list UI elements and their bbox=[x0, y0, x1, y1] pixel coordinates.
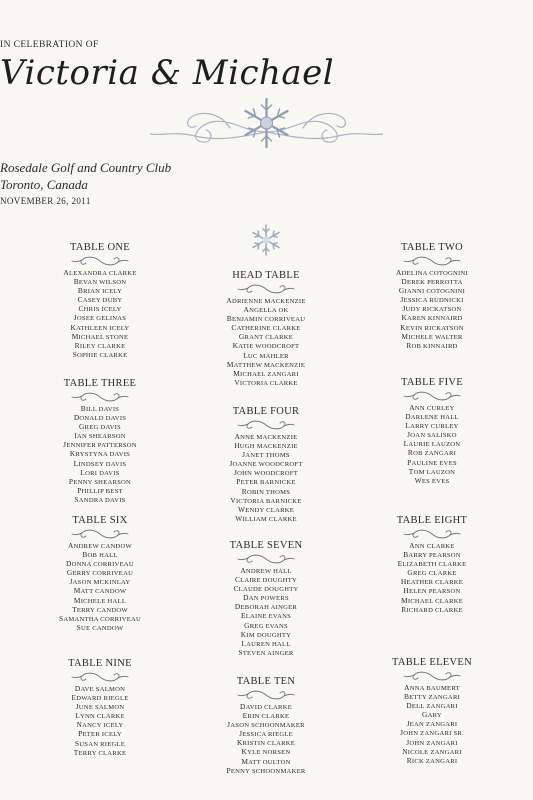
guest-name: ADELINA COTOGNINI bbox=[396, 268, 468, 277]
guest-name: JOANNE WOODCROFT bbox=[229, 459, 303, 469]
guest-name: ANN CLARKE bbox=[409, 541, 455, 550]
table-title: TABLE FIVE bbox=[401, 377, 463, 388]
table-title: TABLE TWO bbox=[400, 242, 464, 253]
guest-name: GREG EVANS bbox=[244, 620, 288, 630]
guest-name: BOB HALL bbox=[82, 550, 118, 560]
table-eight bbox=[357, 514, 507, 615]
guest-name: ANNA BAUMERT bbox=[404, 683, 460, 692]
table-two bbox=[357, 241, 507, 351]
guest-name: SUE CANDOW bbox=[76, 622, 124, 632]
guest-name: LARRY CURLEY bbox=[405, 421, 459, 431]
table-title: HEAD TABLE bbox=[232, 270, 300, 281]
guest-name: PENNY SHEARSON bbox=[68, 476, 132, 486]
guest-name: ANDREW CANDOW bbox=[68, 541, 132, 550]
guest-name: MATT CANDOW bbox=[73, 586, 127, 596]
guest-name: ELAINE EVANS bbox=[240, 611, 292, 621]
swirl-icon bbox=[402, 528, 462, 540]
guest-name: BENJAMIN CORRIVEAU bbox=[226, 314, 306, 324]
guest-name: PETER BARNICKE bbox=[236, 477, 296, 487]
guest-name: ANGELLA OK bbox=[243, 305, 289, 315]
guest-name: DONNA CORRIVEAU bbox=[66, 559, 134, 569]
guest-name: LINDSEY DAVIS bbox=[73, 458, 127, 468]
guest-name: ANDREW HALL bbox=[240, 566, 292, 575]
guest-list bbox=[25, 685, 175, 758]
guest-name: RICK ZANGARI bbox=[406, 755, 458, 765]
guest-name: TERRY CLARKE bbox=[73, 747, 127, 757]
guest-list bbox=[357, 269, 507, 351]
swirl-icon bbox=[402, 670, 462, 682]
guest-name: VICTORIA BARNICKE bbox=[230, 495, 302, 505]
guest-name: IAN SHEARSON bbox=[74, 431, 126, 441]
table-head bbox=[191, 269, 341, 388]
table-title: TABLE EIGHT bbox=[396, 515, 468, 526]
swirl-icon bbox=[70, 255, 130, 267]
table-three bbox=[25, 377, 175, 505]
guest-name: RICHARD CLARKE bbox=[401, 604, 463, 614]
venue-city: Toronto, Canada bbox=[0, 177, 88, 192]
snowflake-icon bbox=[248, 222, 284, 258]
guest-name: HUGH MACKENZIE bbox=[234, 441, 298, 451]
guest-name: JASON MCKINLAY bbox=[69, 577, 131, 587]
event-date: NOVEMBER 26, 2011 bbox=[0, 196, 91, 206]
guest-name: ROBIN THOMS bbox=[241, 486, 291, 496]
guest-name: GIANNI COTOGNINI bbox=[398, 286, 466, 296]
guest-name: STEVEN AINGER bbox=[238, 647, 294, 657]
guest-name: TOM LAUZON bbox=[408, 466, 456, 476]
guest-name: PHILLIP BEST bbox=[77, 485, 123, 495]
guest-name: HELEN PEARSON bbox=[403, 586, 461, 596]
guest-name: KATIE WOODCROFT bbox=[232, 341, 300, 351]
guest-name: RILEY CLARKE bbox=[74, 340, 126, 350]
guest-name: ERIN CLARKE bbox=[242, 711, 290, 721]
guest-name: MATT OULTON bbox=[241, 756, 291, 766]
guest-name: CLAUDE DOUGHTY bbox=[233, 584, 299, 594]
swirl-icon bbox=[236, 283, 296, 295]
swirl-icon bbox=[236, 419, 296, 431]
guest-name: NICOLE ZANGARI bbox=[402, 746, 462, 756]
guest-list bbox=[191, 433, 341, 524]
guest-name: ROB ZANGARI bbox=[407, 448, 457, 458]
guest-name: MICHAEL CLARKE bbox=[400, 595, 464, 605]
guest-name: BRIAN ICELY bbox=[77, 286, 123, 296]
guest-name: BARRY PEARSON bbox=[403, 550, 461, 560]
guest-name: LAURIE LAUZON bbox=[403, 439, 461, 449]
guest-name: ADRIENNE MACKENZIE bbox=[226, 296, 306, 305]
guest-name: JOHN ZANGARI bbox=[406, 737, 458, 747]
venue bbox=[0, 159, 533, 193]
swirl-icon bbox=[70, 528, 130, 540]
guest-name: LUC MAHLER bbox=[243, 350, 289, 360]
guest-name: JENNIFER PATTERSON bbox=[63, 440, 137, 450]
guest-name: SOPHIE CLARKE bbox=[72, 349, 128, 359]
flourish-icon bbox=[150, 92, 383, 154]
guest-name: SUSAN RIEGLE bbox=[74, 738, 126, 748]
table-eleven bbox=[357, 656, 507, 766]
guest-name: DELL ZANGARI bbox=[406, 701, 458, 711]
table-five bbox=[357, 376, 507, 486]
guest-name: ALEXANDRA CLARKE bbox=[63, 268, 137, 277]
guest-name: DEREK PERROTTA bbox=[401, 277, 463, 287]
guest-name: PAULINE EVES bbox=[407, 457, 457, 467]
guest-list bbox=[357, 684, 507, 766]
table-title: TABLE SIX bbox=[72, 515, 128, 526]
guest-name: WES EVES bbox=[414, 475, 450, 485]
guest-name: VICTORIA CLARKE bbox=[234, 377, 298, 387]
guest-name: ANN CURLEY bbox=[409, 403, 455, 412]
guest-list bbox=[191, 703, 341, 776]
guest-name: ANNE MACKENZIE bbox=[234, 432, 298, 441]
table-title: TABLE TEN bbox=[236, 676, 296, 687]
swirl-icon bbox=[70, 391, 130, 403]
guest-name: JOHN ZANGARI SR. bbox=[400, 728, 464, 738]
table-title: TABLE ELEVEN bbox=[391, 657, 473, 668]
table-title: TABLE ONE bbox=[70, 242, 130, 253]
guest-name: WILLIAM CLARKE bbox=[235, 513, 297, 523]
guest-name: BILL DAVIS bbox=[80, 404, 120, 413]
guest-name: ROB KINNAIRD bbox=[406, 340, 458, 350]
guest-name: EDWARD RIEGLE bbox=[71, 693, 129, 703]
guest-name: GERRY CORRIVEAU bbox=[66, 568, 134, 578]
table-title: TABLE NINE bbox=[68, 658, 132, 669]
guest-list bbox=[357, 404, 507, 486]
guest-list bbox=[357, 542, 507, 615]
guest-name: CASEY DUBY bbox=[77, 295, 123, 305]
swirl-icon bbox=[402, 255, 462, 267]
guest-name: JOSEE GELINAS bbox=[73, 313, 127, 323]
swirl-icon bbox=[236, 689, 296, 701]
guest-list bbox=[25, 405, 175, 505]
table-title: TABLE THREE bbox=[63, 378, 137, 389]
guest-name: MATTHEW MACKENZIE bbox=[226, 359, 306, 369]
guest-name: MICHAEL ZANGARI bbox=[233, 368, 299, 378]
guest-name: GRANT CLARKE bbox=[238, 332, 294, 342]
guest-name: PENNY SCHOONMAKER bbox=[226, 765, 306, 775]
guest-name: JOAN SALISKO bbox=[407, 430, 457, 440]
guest-name: JANET THOMS bbox=[242, 450, 290, 460]
guest-name: JESSICA RIEGLE bbox=[239, 729, 293, 739]
guest-name: JESSICA RUDNICKI bbox=[400, 295, 464, 305]
swirl-icon bbox=[402, 390, 462, 402]
guest-name: KIM DOUGHTY bbox=[240, 629, 292, 639]
guest-name: SAMANTHA CORRIVEAU bbox=[58, 613, 142, 623]
guest-name: GARY bbox=[422, 710, 442, 720]
guest-name: TERRY CANDOW bbox=[72, 604, 128, 614]
guest-name: BETTY ZANGARI bbox=[403, 692, 461, 702]
guest-list bbox=[25, 542, 175, 633]
guest-name: LYNN CLARKE bbox=[75, 711, 125, 721]
guest-name: KAREN KINNAIRD bbox=[401, 313, 463, 323]
table-four bbox=[191, 405, 341, 524]
guest-name: JUNE SALMON bbox=[75, 702, 125, 712]
table-six bbox=[25, 514, 175, 633]
guest-name: KRISTIN CLARKE bbox=[236, 738, 296, 748]
guest-name: JUDY RICKATSON bbox=[402, 304, 462, 314]
guest-name: JASON SCHOONMAKER bbox=[227, 720, 305, 730]
table-title: TABLE FOUR bbox=[232, 406, 300, 417]
guest-name: JOHN WOODCROFT bbox=[234, 468, 298, 478]
guest-name: PETER ICELY bbox=[78, 729, 122, 739]
guest-name: MICHELE HALL bbox=[73, 595, 127, 605]
guest-list bbox=[25, 269, 175, 360]
guest-name: BEVAN WILSON bbox=[73, 277, 127, 287]
guest-name: CHRIS ICELY bbox=[78, 304, 122, 314]
guest-name: DAN POWERS bbox=[243, 593, 289, 603]
venue-name: Rosedale Golf and Country Club bbox=[0, 160, 172, 175]
guest-name: HEATHER CLARKE bbox=[400, 577, 464, 587]
guest-name: KEVIN RICKATSON bbox=[400, 322, 464, 332]
guest-name: GREG CLARKE bbox=[407, 568, 457, 578]
guest-name: LORI DAVIS bbox=[80, 467, 120, 477]
swirl-icon bbox=[70, 671, 130, 683]
couple-names: Victoria & Michael bbox=[0, 53, 335, 93]
celebration-heading: IN CELEBRATION OF bbox=[0, 40, 99, 50]
guest-name: CATHERINE CLARKE bbox=[231, 323, 301, 333]
table-seven bbox=[191, 539, 341, 658]
guest-name: SANDRA DAVIS bbox=[74, 494, 126, 504]
guest-name: DAVE SALMON bbox=[74, 684, 126, 693]
guest-name: WENDY CLARKE bbox=[237, 504, 295, 514]
table-nine bbox=[25, 657, 175, 758]
guest-name: DEBORAH AINGER bbox=[234, 602, 298, 612]
table-ten bbox=[191, 675, 341, 776]
swirl-icon bbox=[236, 553, 296, 565]
guest-name: LAUREN HALL bbox=[241, 638, 291, 648]
guest-name: DAVID CLARKE bbox=[240, 702, 292, 711]
guest-name: NANCY ICELY bbox=[76, 720, 124, 730]
guest-name: MICHAEL STONE bbox=[71, 331, 129, 341]
guest-name: ELIZABETH CLARKE bbox=[397, 559, 467, 569]
guest-name: KYLE NORSEN bbox=[241, 747, 291, 757]
guest-name: KATHLEEN ICELY bbox=[70, 322, 130, 332]
guest-list bbox=[191, 567, 341, 658]
guest-list bbox=[191, 297, 341, 388]
guest-name: GREG DAVIS bbox=[79, 422, 121, 432]
table-one bbox=[25, 241, 175, 360]
guest-name: CLAIRE DOUGHTY bbox=[234, 575, 298, 585]
guest-name: DARLENE HALL bbox=[405, 412, 459, 422]
guest-name: KRYSTYNA DAVIS bbox=[69, 449, 131, 459]
guest-name: DONALD DAVIS bbox=[73, 413, 127, 423]
guest-name: MICHELE WALTER bbox=[401, 331, 463, 341]
guest-name: JEAN ZANGARI bbox=[406, 719, 458, 729]
table-title: TABLE SEVEN bbox=[229, 540, 303, 551]
